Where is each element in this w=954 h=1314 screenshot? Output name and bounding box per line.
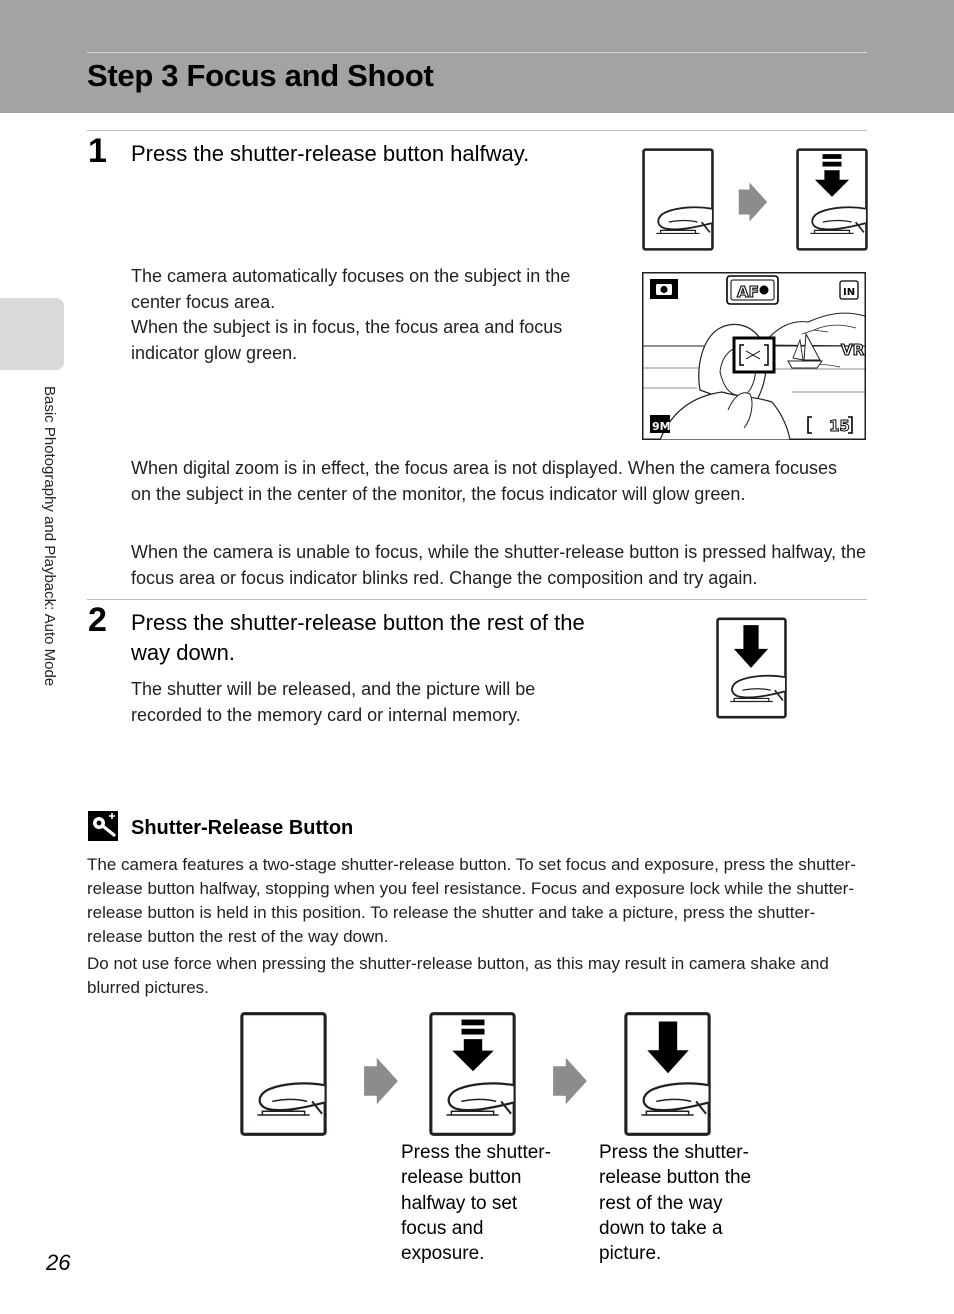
camera-monitor-illustration (642, 272, 866, 440)
tip-title: Shutter-Release Button (131, 817, 354, 839)
shutter-button-full-icon (624, 1011, 711, 1137)
step-1-paragraph-1a: The camera automatically focuses on the subject in the center focus area. (131, 266, 571, 312)
arrow-right-icon (737, 179, 769, 225)
exposures-remaining: 15 (829, 417, 850, 435)
step-1-paragraph-2: When digital zoom is in effect, the focus area is not displayed. When the camera focuses on the subject in the center of the monitor, the focus indicator will glow green. (131, 458, 838, 504)
image-size-icon: 9M (652, 420, 671, 433)
caption-full: Press the shutter-release button the rest of the way down to take a picture. (599, 1142, 752, 1265)
step-1-title: Press the shutter-release button halfway. (131, 141, 530, 166)
shutter-button-full-icon (716, 617, 787, 719)
caption-halfway: Press the shutter-release button halfway to set focus and exposure. (401, 1142, 551, 1265)
shutter-button-halfway-icon (429, 1011, 516, 1137)
header-rule (87, 52, 867, 53)
divider (87, 130, 867, 131)
shutter-button-rest-icon (642, 148, 714, 251)
arrow-right-icon (551, 1054, 589, 1108)
chapter-label: Basic Photography and Playback: Auto Mode (41, 386, 58, 687)
divider (87, 599, 867, 600)
internal-memory-icon: IN (843, 287, 856, 298)
step-1-paragraph-1b: When the subject is in focus, the focus area and focus indicator glow green. (131, 317, 563, 363)
step-2-title: Press the shutter-release button the rest of the way down. (131, 610, 585, 665)
tip-paragraph-1: The camera features a two-stage shutter-release button. To set focus and exposure, press the shutter-release button halfway, stopping when you feel resistance. Focus and exposure lock while the shutter-release button is held in this position. To release the shutter and take a picture, press the shutter-release button the rest of the way down. (87, 855, 856, 946)
arrow-right-icon (362, 1054, 400, 1108)
step-1-paragraph-3: When the camera is unable to focus, while the shutter-release button is pressed halfway, the focus area or focus indicator blinks red. Change the composition and try again. (131, 542, 867, 588)
tip-paragraph-2: Do not use force when pressing the shutter-release button, as this may result in camera shake and blurred pictures. (87, 954, 829, 997)
step-2-number: 2 (88, 601, 107, 639)
step-1-number: 1 (88, 132, 107, 170)
shutter-button-halfway-icon (796, 148, 868, 251)
vr-icon: VR (841, 341, 865, 359)
tip-icon (88, 811, 118, 841)
step-2-paragraph: The shutter will be released, and the picture will be recorded to the memory card or internal memory. (131, 679, 536, 725)
af-indicator-label: AF (737, 283, 759, 301)
page-number: 26 (46, 1250, 71, 1275)
page-title: Step 3 Focus and Shoot (87, 58, 434, 93)
shutter-button-rest-icon (240, 1011, 327, 1137)
chapter-tab (0, 298, 64, 370)
header-band (0, 0, 954, 113)
